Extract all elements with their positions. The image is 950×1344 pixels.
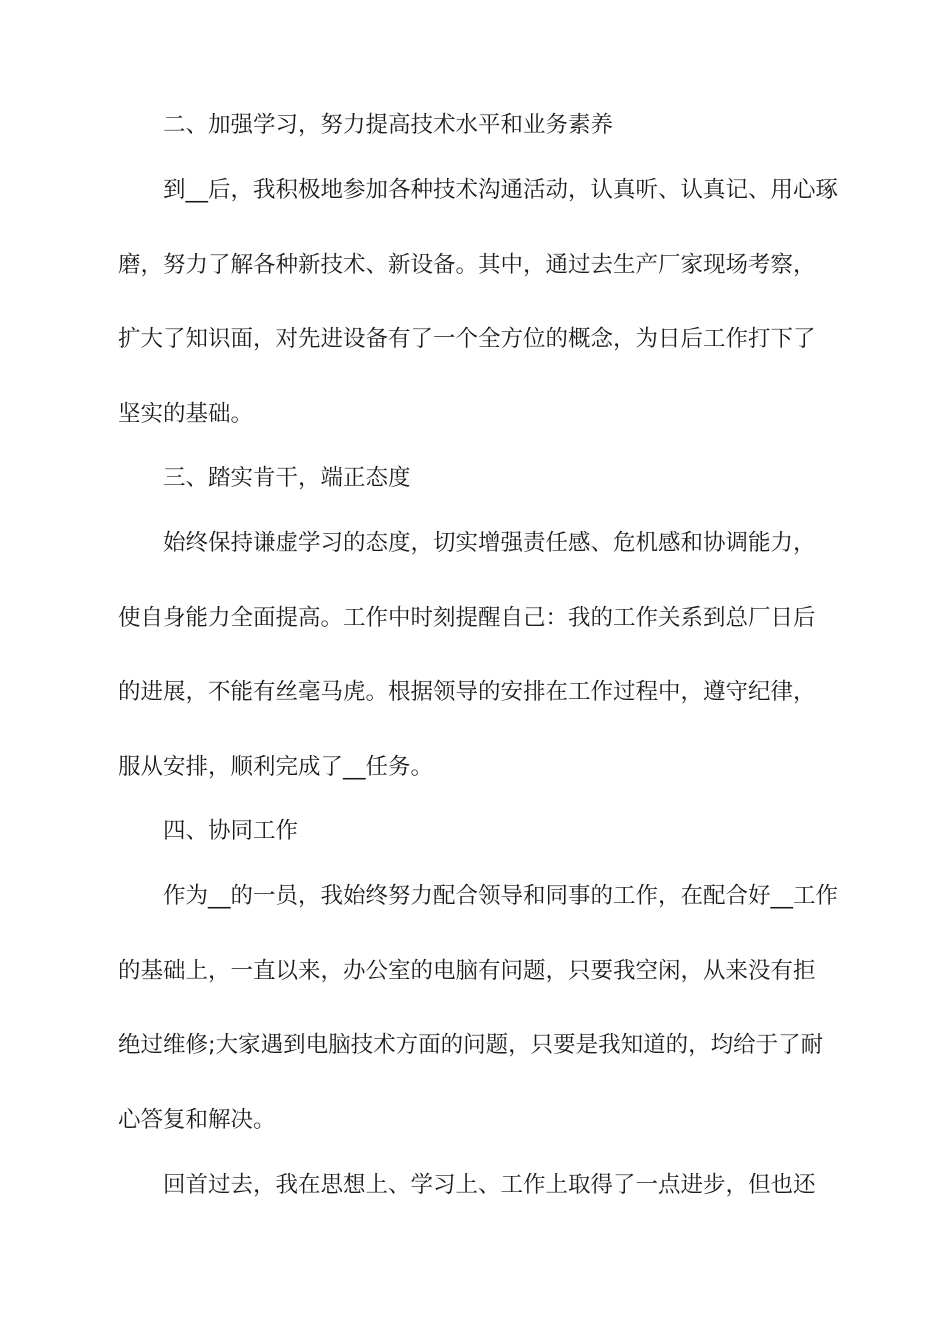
paragraph-line: 到__后，我积极地参加各种技术沟通活动，认真听、认真记、用心琢 [163,177,839,203]
paragraph-line: 回首过去，我在思想上、学习上、工作上取得了一点进步，但也还 [163,1172,816,1198]
paragraph-line: 坚实的基础。 [118,401,254,427]
section-heading-4: 四、协同工作 [163,818,299,844]
paragraph-line: 绝过维修;大家遇到电脑技术方面的问题，只要是我知道的，均给于了耐 [118,1032,824,1058]
paragraph-line: 使自身能力全面提高。工作中时刻提醒自己：我的工作关系到总厂日后 [118,605,816,631]
paragraph-line: 扩大了知识面，对先进设备有了一个全方位的概念，为日后工作打下了 [118,326,816,352]
paragraph-line: 的基础上，一直以来，办公室的电脑有问题，只要我空闲，从来没有拒 [118,958,816,984]
paragraph-line: 的进展，不能有丝毫马虎。根据领导的安排在工作过程中，遵守纪律， [118,679,816,705]
paragraph-line: 作为__的一员，我始终努力配合领导和同事的工作，在配合好__工作 [163,883,839,909]
section-heading-3: 三、踏实肯干，端正态度 [163,465,411,491]
section-heading-2: 二、加强学习，努力提高技术水平和业务素养 [163,112,614,138]
paragraph-line: 服从安排，顺利完成了__任务。 [118,754,434,780]
paragraph-line: 心答复和解决。 [118,1107,276,1133]
paragraph-line: 始终保持谦虚学习的态度，切实增强责任感、危机感和协调能力， [163,530,816,556]
paragraph-line: 磨，努力了解各种新技术、新设备。其中，通过去生产厂家现场考察， [118,252,816,278]
